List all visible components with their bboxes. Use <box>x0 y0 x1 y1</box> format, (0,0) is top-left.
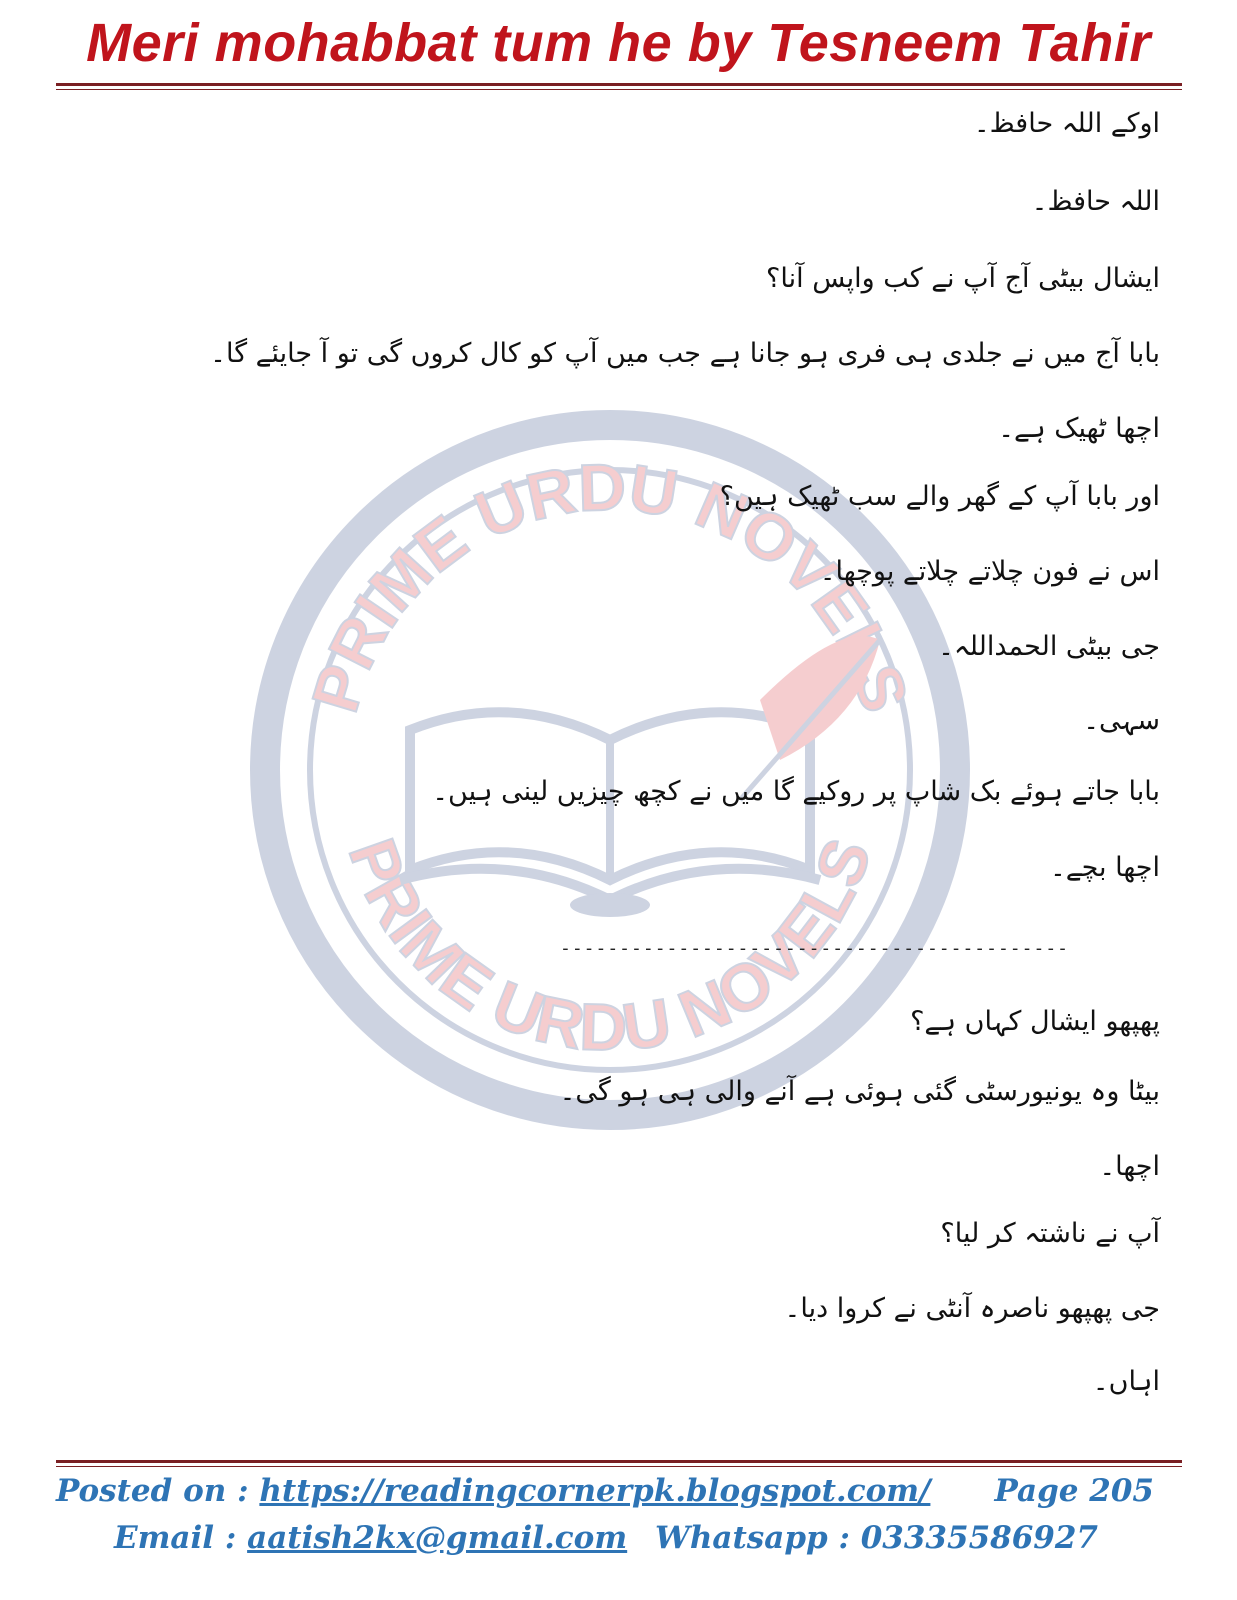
text-line: اور بابا آپ کے گھر والے سب ٹھیک ہیں؟ <box>719 481 1160 512</box>
text-line: اچھا بچے۔ <box>1049 852 1160 883</box>
text-line: اہاں۔ <box>1092 1366 1160 1397</box>
text-line: آپ نے ناشتہ کر لیا؟ <box>940 1218 1160 1249</box>
text-line: اچھا۔ <box>1099 1151 1160 1182</box>
footer-rule-thin <box>56 1466 1182 1467</box>
blog-link[interactable]: https://readingcornerpk.blogspot.com/ <box>259 1473 931 1509</box>
text-line: سہی۔ <box>1083 705 1160 736</box>
text-line: اوکے اللہ حافظ۔ <box>973 108 1160 139</box>
text-line: جی پھپھو ناصرہ آنٹی نے کروا دیا۔ <box>784 1293 1160 1324</box>
page-title: Meri mohabbat tum he by Tesneem Tahir <box>86 13 1151 73</box>
posted-label: Posted on : <box>56 1473 260 1509</box>
text-line: جی بیٹی الحمداللہ۔ <box>938 631 1160 662</box>
header-rule <box>56 83 1182 86</box>
header-rule-thin <box>56 89 1182 90</box>
email-label: Email : <box>114 1520 248 1556</box>
watermark-text-bottom: PRIME URDU NOVELS <box>334 829 886 1065</box>
whatsapp-contact: Whatsapp : 03335586927 <box>655 1520 1098 1556</box>
text-line: اچھا ٹھیک ہے۔ <box>998 413 1160 444</box>
email-link[interactable]: aatish2kx@gmail.com <box>247 1520 628 1556</box>
text-line: بابا جاتے ہوئے بک شاپ پر روکیے گا میں نے کچھ چیزیں لینی ہیں۔ <box>432 776 1160 807</box>
watermark-text-top: PRIME URDU NOVELS <box>297 449 923 720</box>
page-number: Page 205 <box>994 1473 1154 1509</box>
footer-rule <box>56 1460 1182 1463</box>
text-line: بیٹا وہ یونیورسٹی گئی ہوئی ہے آنے والی ہی ہو گی۔ <box>559 1076 1160 1107</box>
text-line: بابا آج میں نے جلدی ہی فری ہو جانا ہے جب میں آپ کو کال کروں گی تو آ جایئے گا۔ <box>210 338 1160 369</box>
text-line: اللہ حافظ۔ <box>1031 186 1160 217</box>
text-line: پھپھو ایشال کہاں ہے؟ <box>910 1006 1160 1037</box>
text-line: ایشال بیٹی آج آپ نے کب واپس آنا؟ <box>766 263 1160 294</box>
text-line: اس نے فون چلاتے چلاتے پوچھا۔ <box>819 556 1160 587</box>
scene-separator: ------------------------------------------- <box>560 938 1069 959</box>
